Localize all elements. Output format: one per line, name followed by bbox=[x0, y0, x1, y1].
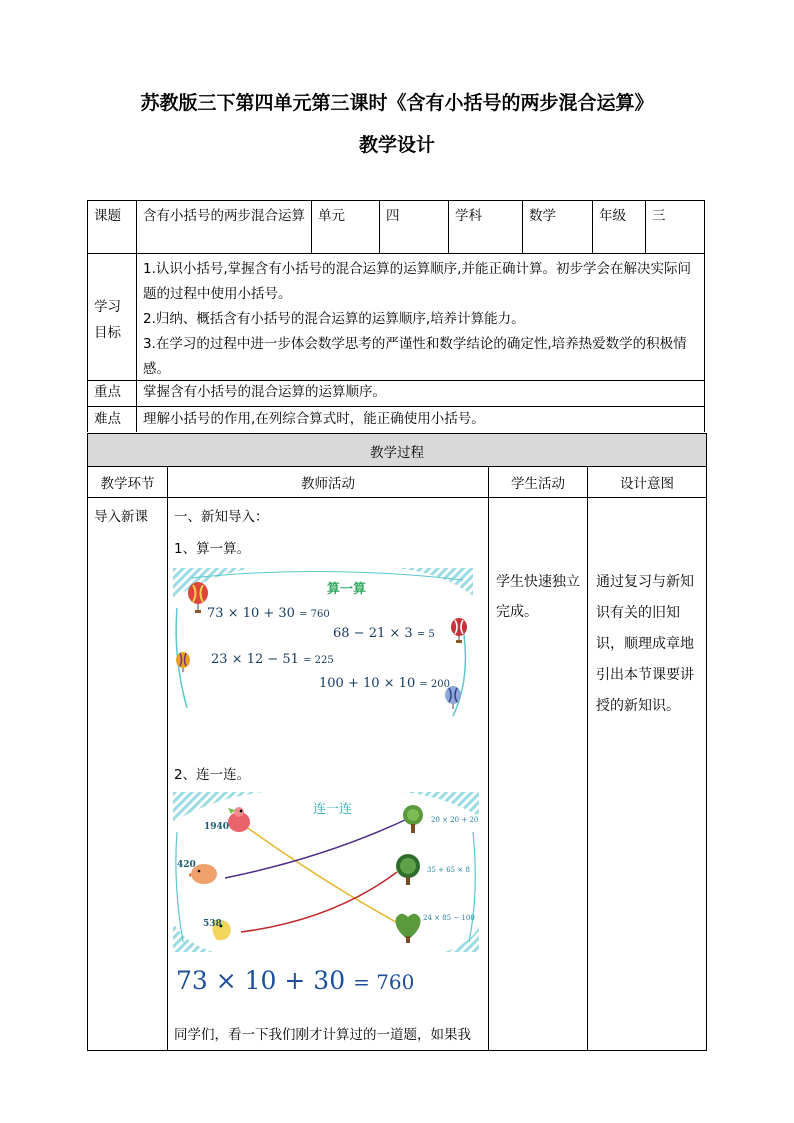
goals-list bbox=[137, 254, 704, 385]
match-right-expr: 35 + 65 × 8 bbox=[427, 866, 470, 874]
phase-label: 导入新课 bbox=[94, 509, 148, 525]
design-intent: 通过复习与新知识有关的旧知识，顺理成章地引出本节课要讲授的新知识。 bbox=[596, 574, 694, 714]
unit-value: 四 bbox=[386, 208, 400, 224]
calc-decor bbox=[173, 568, 473, 720]
tree-icon bbox=[395, 854, 421, 886]
col-student: 学生活动 bbox=[511, 476, 565, 492]
goal-item: 3.在学习的过程中进一步体会数学思考的严谨性和数学结论的确定性,培养热爱数学的积极情感。 bbox=[143, 336, 687, 377]
doc-subtitle: 教学设计 bbox=[358, 134, 435, 156]
col-intent: 设计意图 bbox=[620, 476, 674, 492]
grade-label: 年级 bbox=[599, 208, 626, 224]
grade-value: 三 bbox=[652, 208, 666, 224]
balloon-icon bbox=[175, 652, 191, 674]
keti-label: 课题 bbox=[94, 208, 121, 224]
unit-label: 单元 bbox=[318, 208, 345, 224]
calc-formula-2: 68 − 21 × 3 = 5 bbox=[333, 626, 435, 641]
difficult-label: 难点 bbox=[94, 411, 121, 427]
key-value: 掌握含有小括号的混合运算的运算顺序。 bbox=[143, 384, 386, 400]
tree-icon bbox=[393, 910, 423, 944]
calc-formula-1: 73 × 10 + 30 = 760 bbox=[207, 606, 330, 621]
difficult-value: 理解小括号的作用,在列综合算式时，能正确使用小括号。 bbox=[143, 411, 485, 427]
match-image bbox=[173, 792, 479, 952]
student-activity: 学生快速独立完成。 bbox=[496, 574, 580, 620]
tree-icon bbox=[401, 804, 425, 834]
match-left-value: 1940 bbox=[204, 822, 230, 832]
calc-image bbox=[173, 568, 473, 720]
calc-formula-4: 100 + 10 × 10 = 200 bbox=[319, 676, 451, 691]
calc-formula-3: 23 × 12 − 51 = 225 bbox=[211, 652, 334, 667]
col-teacher: 教师活动 bbox=[301, 476, 355, 492]
match-left-value: 538 bbox=[203, 919, 222, 929]
section-title: 一、新知导入： bbox=[174, 509, 269, 525]
step2-label: 2、连一连。 bbox=[174, 767, 251, 783]
keti-value: 含有小括号的两步混合运算 bbox=[143, 208, 305, 224]
big-formula: 73 × 10 + 30 = 760 bbox=[176, 966, 415, 995]
key-label: 重点 bbox=[94, 384, 121, 400]
bird-icon bbox=[225, 804, 253, 834]
calc-heading: 算一算 bbox=[327, 582, 367, 597]
doc-title: 苏教版三下第四单元第三课时《含有小括号的两步混合运算》 bbox=[140, 92, 654, 114]
balloon-icon bbox=[187, 582, 209, 614]
match-right-expr: 24 × 85 − 100 bbox=[423, 914, 475, 922]
subject-value: 数学 bbox=[529, 208, 556, 224]
match-left-value: 420 bbox=[177, 860, 196, 870]
subject-label: 学科 bbox=[455, 208, 482, 224]
goal-item: 1.认识小括号,掌握含有小括号的混合运算的运算顺序,并能正确计算。初步学会在解决实际问题的过程中使用小括号。 bbox=[143, 261, 691, 302]
match-heading: 连一连 bbox=[313, 802, 353, 817]
balloon-icon bbox=[450, 618, 468, 644]
process-header: 教学过程 bbox=[370, 445, 424, 461]
goals-label: 学习 目标 bbox=[94, 299, 121, 341]
closing-text: 同学们，看一下我们刚才计算过的一道题，如果我 bbox=[174, 1027, 471, 1043]
goal-item: 2.归纳、概括含有小括号的混合运算的运算顺序,培养计算能力。 bbox=[143, 311, 525, 327]
step1-label: 1、算一算。 bbox=[174, 541, 251, 557]
col-phase: 教学环节 bbox=[100, 476, 155, 492]
match-right-expr: 20 × 20 + 20 bbox=[431, 816, 479, 824]
